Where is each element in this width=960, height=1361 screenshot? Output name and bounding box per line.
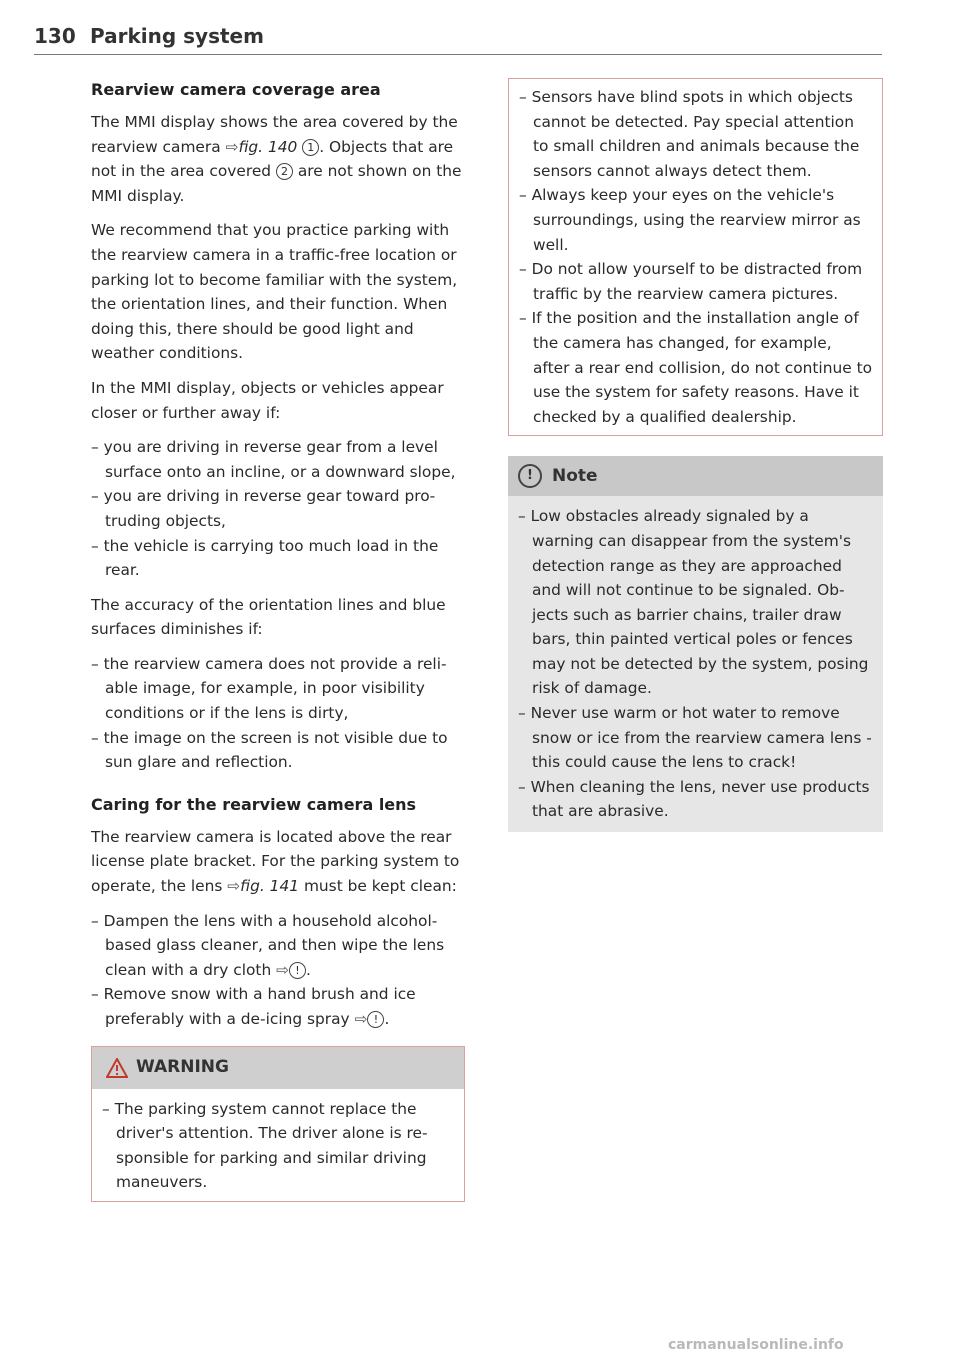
callout-2-icon: 2 <box>276 163 293 180</box>
list-item: – the image on the screen is not visible due to sun glare and reflection. <box>91 728 448 772</box>
list-item: – the vehicle is carrying too much load in the rear. <box>91 536 439 580</box>
coverage-paragraph: The MMI display shows the area covered by the rearview camera ⇨fig. 140 1 . Objects that are not in the area covered 2 are not shown on the MMI display. <box>91 113 462 205</box>
list-item: – Never use warm or hot water to remove snow or ice from the rearview camera lens - this could cause the lens to crack! <box>518 704 872 772</box>
section-title: Parking system <box>90 24 264 48</box>
list-item: – the rearview camera does not provide a reliable image, for example, in poor visibility conditions or if the lens is dirty, <box>91 654 447 723</box>
arrow-right-icon: ⇨ <box>225 137 239 156</box>
list-item: – When cleaning the lens, never use products that are abrasive. <box>518 777 870 821</box>
list-item: – Remove snow with a hand brush and ice preferably with a de-icing spray ⇨ ! . <box>91 985 416 1028</box>
warning-list-continued <box>519 85 872 429</box>
warning-list <box>102 1097 454 1195</box>
note-body <box>508 496 883 832</box>
coverage-heading: Rearview camera coverage area <box>91 80 381 99</box>
caring-list <box>91 909 465 1032</box>
list-item: – Dampen the lens with a household alcoholbased glass cleaner, and then wipe the lens clean with a dry cloth ⇨ ! . <box>91 911 445 979</box>
warning-body <box>92 1089 464 1201</box>
note-ref-icon[interactable]: ! <box>289 962 306 979</box>
warning-title: WARNING <box>136 1057 229 1078</box>
list-item: – Always keep your eyes on the vehicle's surroundings, using the rearview mirror as well. <box>519 186 861 254</box>
note-header <box>508 456 883 496</box>
note-list <box>518 504 873 824</box>
distance-list <box>91 435 465 583</box>
watermark: carmanualsonline.info <box>668 1337 844 1353</box>
list-item: – Low obstacles already signaled by a warning can disappear from the system's detection range as they are approached and will not continue to be signaled. Objects such as barrier chains, trailer draw bars, thin painted vertical poles or fences may not be detected by the system, posing risk of damage. <box>518 507 869 698</box>
list-item: – The parking system cannot replace the driver's attention. The driver alone is responsible for parking and similar driving maneuvers. <box>102 1099 428 1192</box>
page-number: 130 <box>34 24 76 48</box>
warning-box-continued <box>508 78 883 436</box>
list-item: – you are driving in reverse gear toward protruding objects, <box>91 487 436 530</box>
note-box <box>508 456 883 832</box>
accuracy-paragraph: The accuracy of the orientation lines and blue surfaces diminishes if: <box>91 595 446 639</box>
list-item: – Sensors have blind spots in which objects cannot be detected. Pay special attention to small children and animals because the sensors cannot always detect them. <box>519 88 860 180</box>
warning-header <box>92 1047 464 1089</box>
accuracy-list <box>91 652 465 775</box>
list-item: – you are driving in reverse gear from a level surface onto an incline, or a downward slope, <box>91 438 456 481</box>
note-title: Note <box>552 466 598 487</box>
callout-1-icon: 1 <box>302 139 319 156</box>
right-column <box>508 78 883 832</box>
practice-paragraph: We recommend that you practice parking with the rearview camera in a traffic-free location or parking lot to become familiar with the system, the orientation lines, and their function. When doing this, there should be good light and weather conditions. <box>91 221 458 363</box>
arrow-right-icon: ⇨ <box>354 1010 368 1028</box>
fig-141-link[interactable]: fig. 141 <box>240 877 300 896</box>
caring-heading: Caring for the rearview camera lens <box>91 794 417 814</box>
page-header <box>34 24 882 55</box>
warning-box <box>91 1046 465 1202</box>
distance-paragraph: In the MMI display, objects or vehicles appear closer or further away if: <box>91 378 444 422</box>
warning-triangle-icon <box>106 1058 128 1078</box>
fig-140-link[interactable]: fig. 140 <box>238 137 298 156</box>
list-item: – If the position and the installation angle of the camera has changed, for example, after a rear end collision, do not continue to use the system for safety reasons. Have it checked by a qualified dealership. <box>519 309 873 426</box>
arrow-right-icon: ⇨ <box>227 877 241 896</box>
left-column <box>91 78 465 1202</box>
arrow-right-icon: ⇨ <box>276 960 289 979</box>
note-ref-icon[interactable]: ! <box>367 1011 384 1028</box>
caring-paragraph: The rearview camera is located above the rear license plate bracket. For the parking system to operate, the lens ⇨fig. 141 must be kept clean: <box>91 827 460 896</box>
list-item: – Do not allow yourself to be distracted from traffic by the rearview camera pictures. <box>519 260 863 303</box>
exclamation-circle-icon: ! <box>518 464 542 488</box>
